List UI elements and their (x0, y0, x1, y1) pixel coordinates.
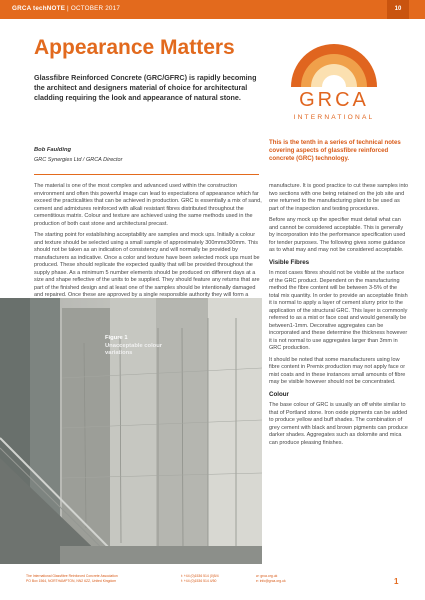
footer-email-link[interactable]: e: info@grca.org.uk (256, 579, 286, 583)
body-paragraph: The starting point for establishing acceptability are samples and mock ups. Initially a colour and texture should be selected using a small sample of approximately 300mmx300mm. This should not be taken as an indication of consistency and will normally be provided by manufacturers as indicative. Once a color and texture have been selected mock ups must be produced. These should replicate the expected quality that will be provided throughout the supply phase. As a minimum 5 number elements should be produced on different days at a size and shape reflective of the units to be supplied. They should feature any returns that are part of the finished design and at least one of the samples should be intentionally damaged and repaired. Once these are approved by a single responsible authority they will form a (34, 232, 260, 298)
figure-1-photo (0, 298, 262, 564)
figure-caption (105, 335, 165, 358)
footer-tel: t: +44 (0)1536 514 (0)5/4 (181, 574, 219, 578)
body-paragraph: The base colour of GRC is usually an off white similar to that of Portland stone. Iron oxide pigments can be added to produce yellow and buff shades. The combination of grey cement with black and brown pigments can produce darker shades. Aggregates such as dolomite and mica can produce pleasing finishes. (269, 402, 408, 446)
divider (34, 174, 259, 175)
logo-wordmark: GRCA (299, 89, 369, 111)
footer-assoc-name: The International Glassfibre Reinforced Concrete Association (26, 574, 118, 578)
footer-fax: f: +44 (0)1536 514 4/50 (181, 579, 217, 583)
body-paragraph: The material is one of the most complex and advanced used within the construction environment and often this powerful image can lead to expectations of appearance which far exceed the practicalities that can be achieved in production. GRC is essentially a mix of sand, cement and admixtures reinforced with alkali resistant fibres distributed throughout the cementitious matrix. Colour and texture are achieved using the same methods used in the production of both cast stone and architectural precast. (34, 183, 262, 227)
section-heading-colour: Colour (269, 390, 289, 398)
body-paragraph: In most cases fibres should not be visible at the surface of the GRC product. Dependent on the manufacturing method the fibre content will be between 3-5% of the total mix quantity. In order to provide an acceptable finish it is normal to apply a layer of cement slurry prior to the application of the structural GRC. This layer is commonly referred to as a mist or face coat and would generally be between1-1mm. Decorative aggregates can be incorporated and these determine the thickness however it is not normal to use aggregates larger than 3mm in GRC production. (269, 270, 408, 351)
footer-web-link[interactable]: w: grca.org.uk (256, 574, 278, 578)
figure-label: Figure 1 (105, 335, 128, 341)
footer-contact (256, 574, 326, 584)
running-head-brand: GRCA techNOTE (12, 5, 66, 12)
article-title: Appearance Matters (34, 36, 235, 59)
running-head-separator: | (65, 5, 71, 12)
body-paragraph: Before any mock up the specifier must detail what can and cannot be considered acceptable. This is generally by incorporation into the performance specification used for tender purposes. The following gives some guidance as to what may and may not be considered acceptable. (269, 217, 406, 253)
running-head (12, 5, 120, 12)
footer-address (26, 574, 176, 584)
note-number-badge: 10 (387, 0, 409, 19)
running-head-date: OCTOBER 2017 (70, 5, 121, 12)
body-paragraph: It should be noted that some manufacturers using low fibre content in Premix production may not apply face or mist coats and in these instances small amounts of fibre may be visible however should not be concentrated. (269, 356, 406, 385)
author-name: Bob Faulding (34, 147, 72, 153)
body-paragraph: manufacture. It is good practice to cut these samples into two sections with one being retained on the job site and one returned to the manufacturing plant to be used as part of the inspection and testing procedures. (269, 183, 409, 212)
author-role: GRC Synergies Ltd / GRCA Director (34, 157, 123, 163)
page-number: 1 (394, 577, 399, 586)
figure-caption-text: Unacceptable colour variations (105, 342, 163, 357)
grca-logo (275, 31, 393, 141)
right-column (269, 183, 409, 451)
series-note: This is the tenth in a series of technical notes covering aspects of glassfibre reinforced concrete (GRC) technology. (269, 139, 401, 163)
lead-paragraph: Glassfibre Reinforced Concrete (GRC/GFRC) is rapidly becoming the architect and designers material of choice for architectural cladding requiring the look and appearance of natural stone. (34, 73, 257, 103)
sun-rays-icon (275, 31, 393, 91)
running-header-bar (0, 0, 425, 19)
footer-assoc-address: PO Box 1564, NORTHAMPTON, NN2 6ZZ, United Kingdom (26, 579, 117, 583)
logo-subtitle: INTERNATIONAL (293, 114, 375, 121)
left-column (34, 183, 264, 311)
footer-phone (181, 574, 251, 584)
section-heading-visible-fibres: Visible Fibres (269, 258, 310, 266)
